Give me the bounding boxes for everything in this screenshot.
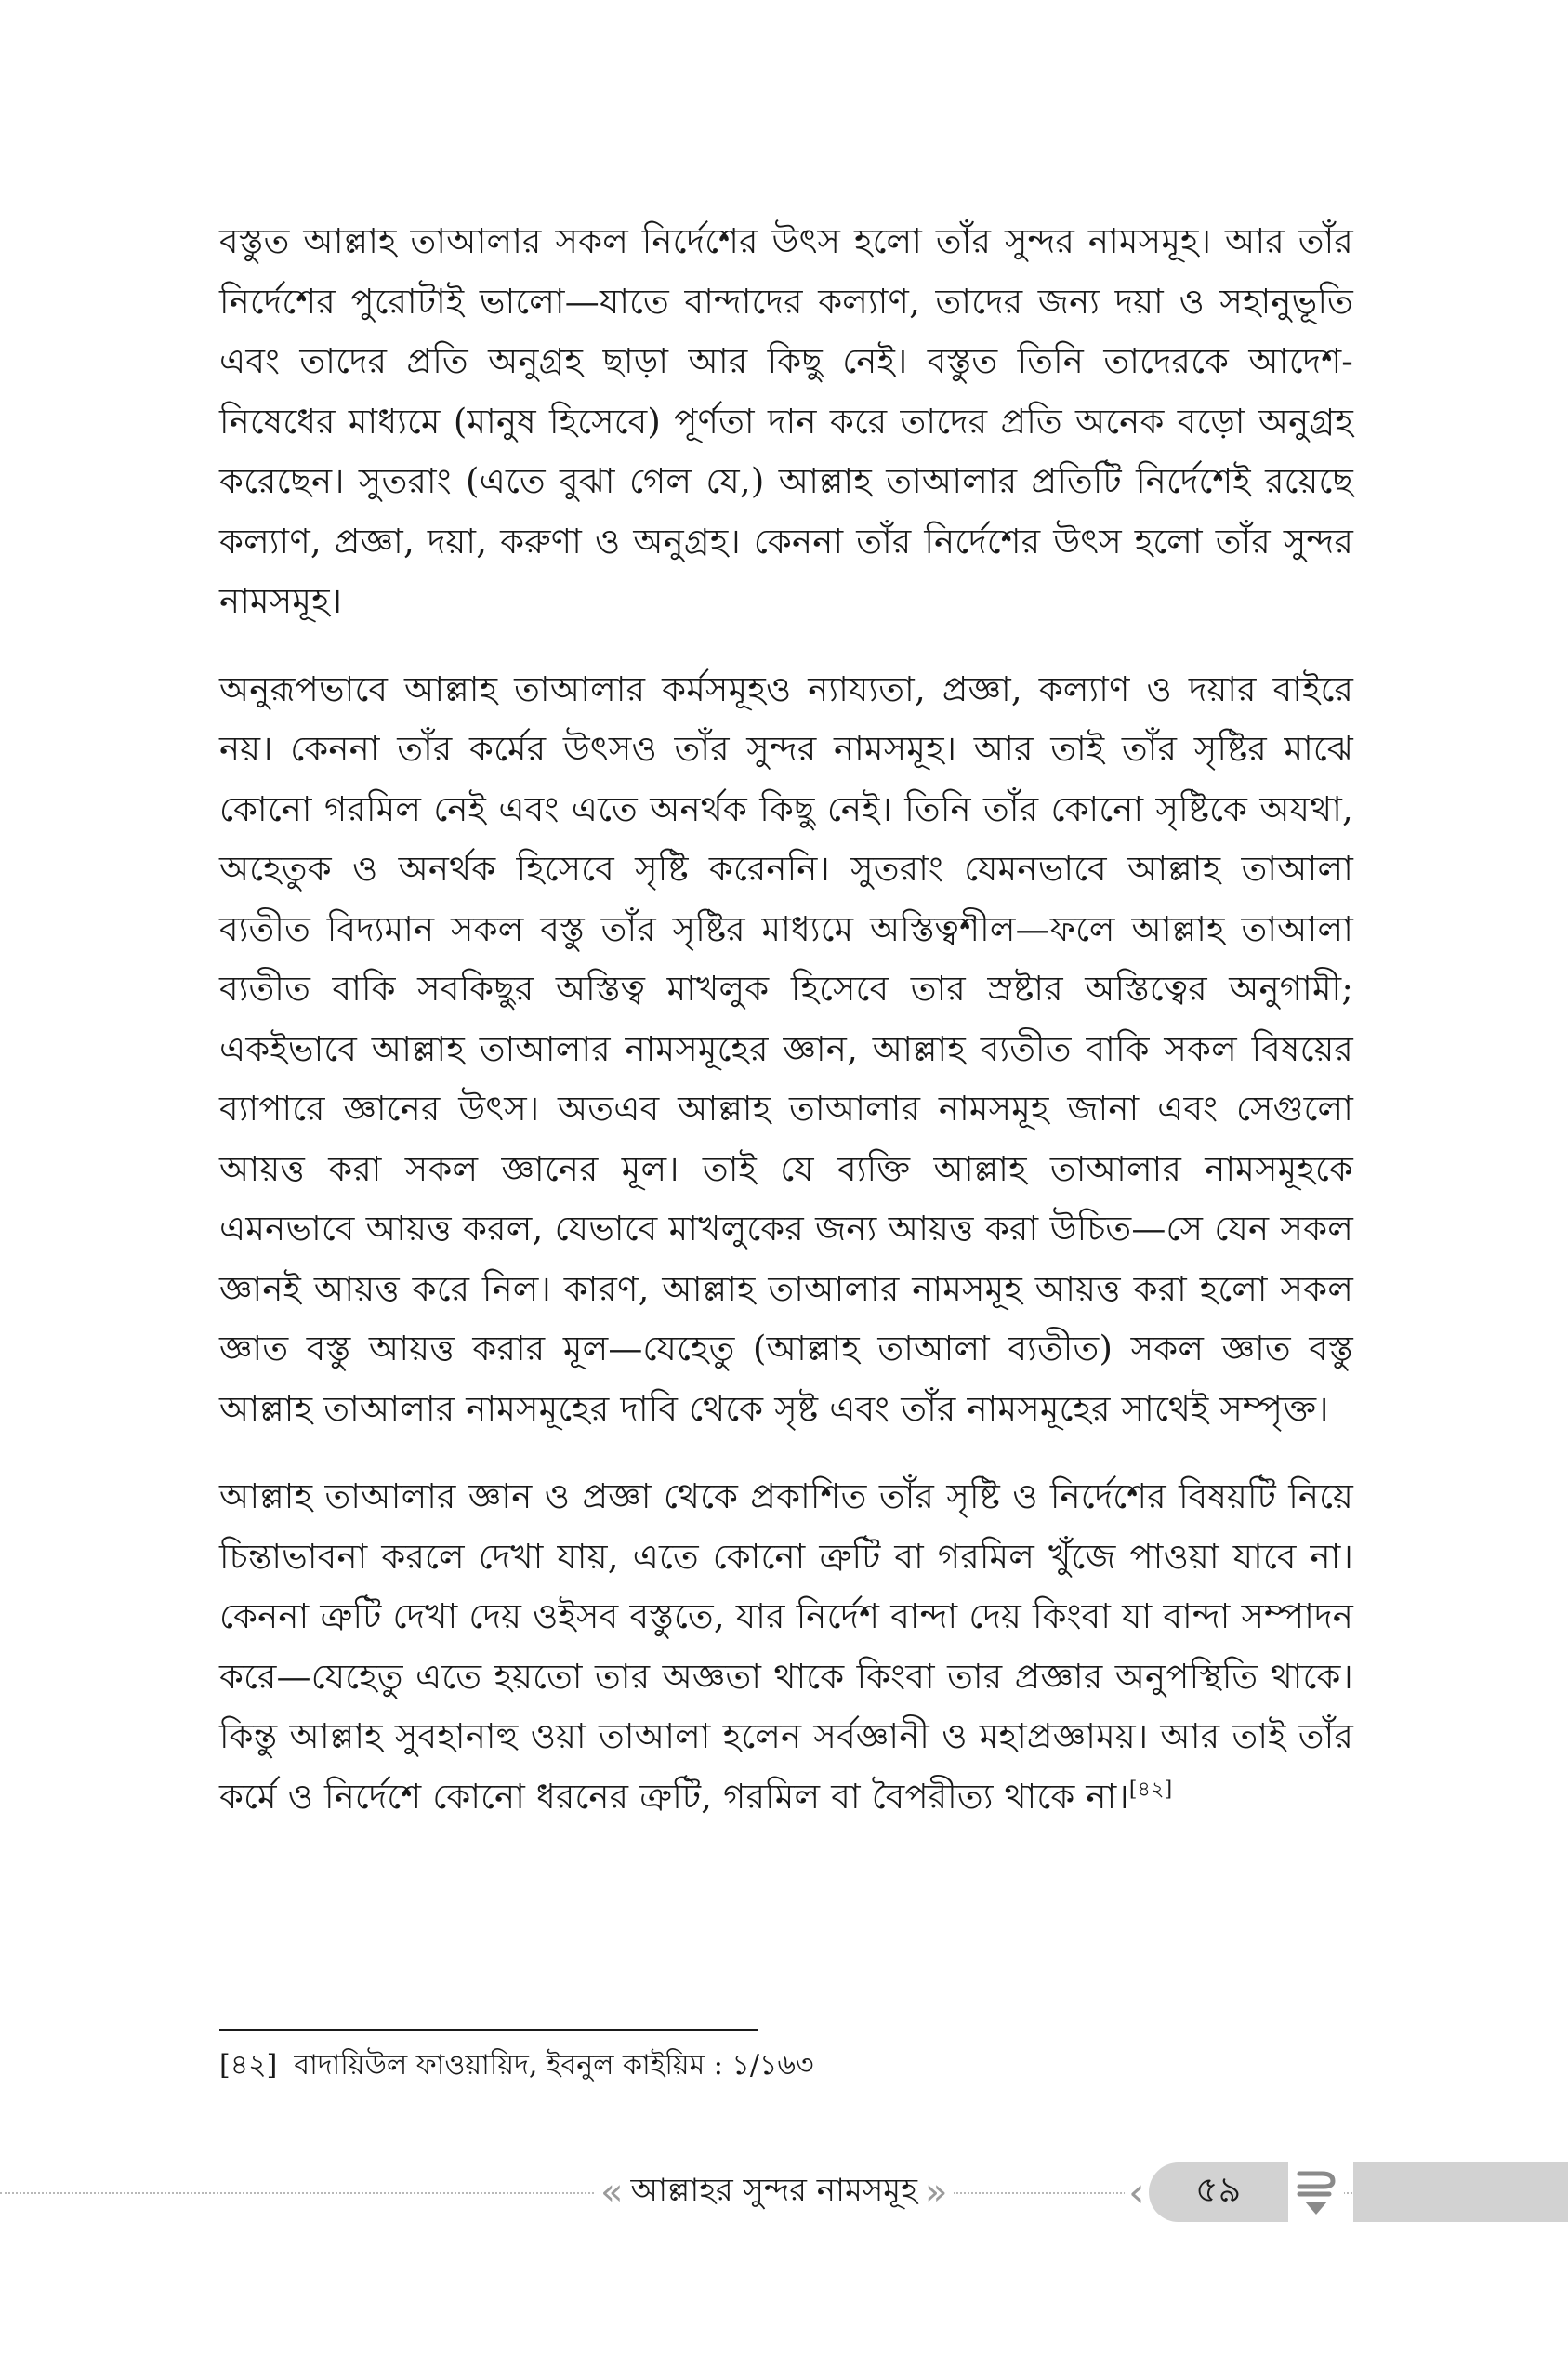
footnote-number: [৪২]: [219, 2049, 278, 2082]
double-chevron-left-icon: «: [600, 2171, 624, 2214]
book-title: আল্লাহর সুন্দর নামসমূহ: [630, 2171, 918, 2209]
chevron-left-icon: ‹: [1125, 2169, 1149, 2216]
running-footer: [595, 2164, 954, 2220]
page-number: ৫৯: [1149, 2162, 1288, 2222]
footer-gray-strip: [1353, 2162, 1568, 2222]
menu-icon: [1288, 2162, 1344, 2222]
footnote-text: বাদায়িউল ফাওয়ায়িদ, ইবনুল কাইয়িম : ১/১৬৩: [294, 2049, 814, 2082]
paragraph-3-text: আল্লাহ তাআলার জ্ঞান ও প্রজ্ঞা থেকে প্রকাশিত তাঁর সৃষ্টি ও নির্দেশের বিষয়টি নিয়ে চিন্তাভাবনা করলে দেখা যায়, এতে কোনো ত্রুটি বা গরমিল খুঁজে পাওয়া যাবে না। কেননা ত্রুটি দেখা দেয় ওইসব বস্তুতে, যার নির্দেশ বান্দা দেয় কিংবা যা বান্দা সম্পাদন করে—যেহেতু এতে হয়তো তার অজ্ঞতা থাকে কিংবা তার প্রজ্ঞার অনুপস্থিতি থাকে। কিন্তু আল্লাহ সুবহানাহু ওয়া তাআলা হলেন সর্বজ্ঞানী ও মহাপ্রজ্ঞাময়। আর তাই তাঁর কর্মে ও নির্দেশে কোনো ধরনের ত্রুটি, গরমিল বা বৈপরীত্য থাকে না।: [219, 1476, 1353, 1817]
page-number-tab: [1125, 2159, 1344, 2226]
paragraph-2: অনুরূপভাবে আল্লাহ তাআলার কর্মসমূহও ন্যায্যতা, প্রজ্ঞা, কল্যাণ ও দয়ার বাইরে নয়। কেননা তাঁর কর্মের উৎসও তাঁর সুন্দর নামসমূহ। আর তাই তাঁর সৃষ্টির মাঝে কোনো গরমিল নেই এবং এতে অনর্থক কিছু নেই। তিনি তাঁর কোনো সৃষ্টিকে অযথা, অহেতুক ও অনর্থক হিসেবে সৃষ্টি করেননি। সুতরাং যেমনভাবে আল্লাহ তাআলা ব্যতীত বিদ্যমান সকল বস্তু তাঁর সৃষ্টির মাধ্যমে অস্তিত্বশীল—ফলে আল্লাহ তাআলা ব্যতীত বাকি সবকিছুর অস্তিত্ব মাখলুক হিসেবে তার স্রষ্টার অস্তিত্বের অনুগামী; একইভাবে আল্লাহ তাআলার নামসমূহের জ্ঞান, আল্লাহ ব্যতীত বাকি সকল বিষয়ের ব্যাপারে জ্ঞানের উৎস। অতএব আল্লাহ তাআলার নামসমূহ জানা এবং সেগুলো আয়ত্ত করা সকল জ্ঞানের মূল। তাই যে ব্যক্তি আল্লাহ তাআলার নামসমূহকে এমনভাবে আয়ত্ত করল, যেভাবে মাখলুকের জন্য আয়ত্ত করা উচিত—সে যেন সকল জ্ঞানই আয়ত্ত করে নিল। কারণ, আল্লাহ তাআলার নামসমূহ আয়ত্ত করা হলো সকল জ্ঞাত বস্তু আয়ত্ত করার মূল—যেহেতু (আল্লাহ তাআলা ব্যতীত) সকল জ্ঞাত বস্তু আল্লাহ তাআলার নামসমূহের দাবি থেকে সৃষ্ট এবং তাঁর নামসমূহের সাথেই সম্পৃক্ত।: [219, 668, 1353, 1429]
double-chevron-right-icon: »: [925, 2171, 948, 2214]
paragraph-3: [219, 1467, 1353, 1827]
paragraph-1: বস্তুত আল্লাহ তাআলার সকল নির্দেশের উৎস হলো তাঁর সুন্দর নামসমূহ। আর তাঁর নির্দেশের পুরোটাই ভালো—যাতে বান্দাদের কল্যাণ, তাদের জন্য দয়া ও সহানুভূতি এবং তাদের প্রতি অনুগ্রহ ছাড়া আর কিছু নেই। বস্তুত তিনি তাদেরকে আদেশ-নিষেধের মাধ্যমে (মানুষ হিসেবে) পূর্ণতা দান করে তাদের প্রতি অনেক বড়ো অনুগ্রহ করেছেন। সুতরাং (এতে বুঝা গেল যে,) আল্লাহ তাআলার প্রতিটি নির্দেশেই রয়েছে কল্যাণ, প্রজ্ঞা, দয়া, করুণা ও অনুগ্রহ। কেননা তাঁর নির্দেশের উৎস হলো তাঁর সুন্দর নামসমূহ।: [219, 221, 1353, 621]
footnote-divider: [219, 2029, 758, 2031]
footnote-reference[interactable]: [৪২]: [1128, 1778, 1173, 1802]
footnote: [219, 2043, 1353, 2088]
body-text: [219, 212, 1353, 1855]
